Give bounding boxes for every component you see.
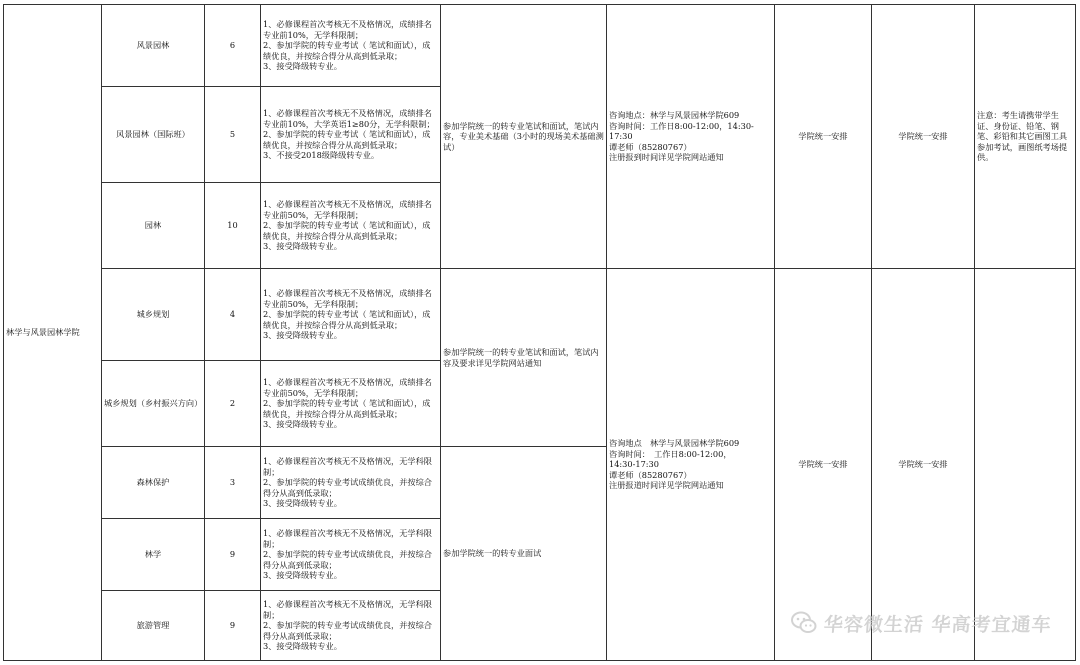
arrange-cell: 学院统一安排 xyxy=(872,269,975,661)
major-name: 旅游管理 xyxy=(102,591,205,661)
contact-cell: 咨询地点 林学与风景园林学院609 咨询时间： 工作日8:00-12:00， 14:30-17:30 谭老师（85280767） 注册报道时间详见学院网站通知 xyxy=(607,269,775,661)
major-quota: 9 xyxy=(205,519,261,591)
major-quota: 10 xyxy=(205,183,261,269)
major-requirements: 1、必修课程首次考核无不及格情况，无学科限制； 2、参加学院的转专业考试成绩优良，并按综合得分从高到低录取； 3、接受降级转专业。 xyxy=(261,519,441,591)
arrange-cell: 学院统一安排 xyxy=(775,5,872,269)
table-row xyxy=(4,5,1076,87)
major-requirements: 1、必修课程首次考核无不及格情况，成绩排名专业前50%，无学科限制； 2、参加学院的转专业考试（ 笔试和面试），成绩优良，并按综合得分从高到低录取； 3、接受降级转专业。 xyxy=(261,183,441,269)
college-cell: 林学与风景园林学院 xyxy=(4,5,102,661)
major-name: 林学 xyxy=(102,519,205,591)
exam-cell: 参加学院统一的转专业笔试和面试，笔试内容，专业美术基础（3小时的现场美术基础测试） xyxy=(441,5,607,269)
major-name: 森林保护 xyxy=(102,447,205,519)
table-row xyxy=(4,269,1076,361)
major-requirements: 1、必修课程首次考核无不及格情况，成绩排名专业前10%，大学英语1≥80分，无学科限制； 2、参加学院的转专业考试（ 笔试和面试），成绩优良，并按综合得分从高到低录取； 3、不接受2018级降级转专业。 xyxy=(261,87,441,183)
major-name: 风景园林 xyxy=(102,5,205,87)
major-quota: 9 xyxy=(205,591,261,661)
major-requirements: 1、必修课程首次考核无不及格情况，成绩排名专业前50%，无学科限制； 2、参加学院的转专业考试（ 笔试和面试），成绩优良，并按综合得分从高到低录取； 3、接受降级转专业。 xyxy=(261,361,441,447)
note-cell-empty xyxy=(975,269,1076,661)
exam-cell: 参加学院统一的转专业笔试和面试，笔试内容及要求详见学院网站通知 xyxy=(441,269,607,447)
major-quota: 4 xyxy=(205,269,261,361)
arrange-cell: 学院统一安排 xyxy=(775,269,872,661)
major-requirements: 1、必修课程首次考核无不及格情况，成绩排名专业前50%，无学科限制； 2、参加学院的转专业考试（ 笔试和面试），成绩优良，并按综合得分从高到低录取； 3、接受降级转专业。 xyxy=(261,269,441,361)
major-requirements: 1、必修课程首次考核无不及格情况，成绩排名专业前10%，无学科限制； 2、参加学院的转专业考试（ 笔试和面试），成绩优良，并按综合得分从高到低录取； 3、接受降级转专业。 xyxy=(261,5,441,87)
major-quota: 5 xyxy=(205,87,261,183)
exam-cell: 参加学院统一的转专业面试 xyxy=(441,447,607,661)
major-requirements: 1、必修课程首次考核无不及格情况，无学科限制； 2、参加学院的转专业考试成绩优良，并按综合得分从高到低录取； 3、接受降级转专业。 xyxy=(261,447,441,519)
contact-cell: 咨询地点：林学与风景园林学院609 咨询时间：工作日8:00-12:00，14:30-17:30 谭老师（85280767） 注册报到时间详见学院网站通知 xyxy=(607,5,775,269)
major-name: 风景园林（国际班） xyxy=(102,87,205,183)
watermark xyxy=(790,609,1052,637)
major-name: 城乡规划 xyxy=(102,269,205,361)
major-requirements: 1、必修课程首次考核无不及格情况，无学科限制； 2、参加学院的转专业考试成绩优良，并按综合得分从高到低录取； 3、接受降级转专业。 xyxy=(261,591,441,661)
watermark-text: 华容微生活 华高考宜通车 xyxy=(823,613,1053,636)
major-quota: 2 xyxy=(205,361,261,447)
transfer-table xyxy=(3,4,1076,661)
wechat-icon xyxy=(790,609,818,637)
major-quota: 6 xyxy=(205,5,261,87)
major-quota: 3 xyxy=(205,447,261,519)
note-cell: 注意：考生请携带学生证、身份证、铅笔、钢笔、彩铅和其它画图工具参加考试，画图纸考场提供。 xyxy=(975,5,1076,269)
major-name: 城乡规划（乡村振兴方向） xyxy=(102,361,205,447)
major-name: 园林 xyxy=(102,183,205,269)
arrange-cell: 学院统一安排 xyxy=(872,5,975,269)
